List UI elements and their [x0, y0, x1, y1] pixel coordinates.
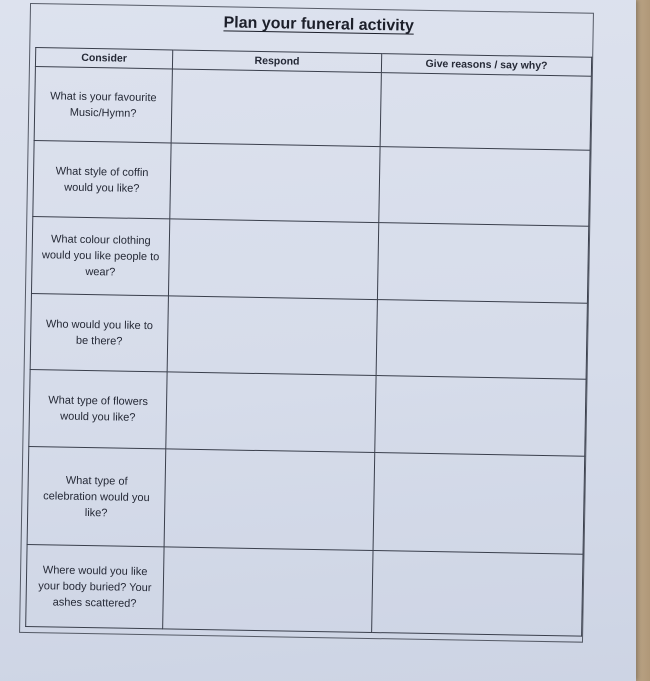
question-line: Music/Hymn?	[69, 106, 137, 120]
respond-cell[interactable]	[170, 143, 380, 223]
table-row	[34, 67, 591, 151]
respond-cell[interactable]	[163, 547, 373, 633]
table-row	[27, 447, 585, 555]
reasons-cell[interactable]	[372, 551, 583, 637]
question-line: What type of	[65, 474, 128, 488]
question-line: be there?	[75, 334, 123, 348]
respond-cell[interactable]	[171, 69, 381, 147]
worksheet-content	[19, 3, 608, 653]
table-row	[31, 217, 588, 304]
table-row	[26, 544, 583, 636]
question-line: like?	[84, 506, 108, 519]
question-line: celebration would you	[43, 489, 150, 504]
reasons-cell[interactable]	[379, 147, 590, 227]
table-row	[30, 294, 587, 380]
question-line: What is your favourite	[50, 89, 157, 104]
table-row	[29, 370, 586, 457]
question-cell	[29, 370, 167, 449]
question-line: What colour clothing	[50, 233, 151, 248]
reasons-cell[interactable]	[375, 376, 586, 457]
table-row	[33, 141, 590, 227]
question-cell	[33, 141, 171, 219]
question-line: would you like people to	[41, 249, 160, 264]
respond-cell[interactable]	[168, 219, 378, 300]
question-cell	[30, 294, 168, 372]
respond-cell[interactable]	[164, 449, 375, 551]
question-line: would you like?	[64, 181, 140, 195]
reasons-cell[interactable]	[377, 223, 588, 304]
question-cell	[26, 544, 164, 628]
question-cell	[31, 217, 169, 296]
question-line: What style of coffin	[55, 164, 149, 179]
respond-cell[interactable]	[167, 296, 377, 376]
question-line: Who would you like to	[45, 317, 154, 332]
question-line: would you like?	[60, 410, 136, 424]
reasons-cell[interactable]	[376, 300, 587, 380]
question-line: your body buried? Your	[38, 579, 152, 594]
reasons-cell[interactable]	[380, 73, 591, 151]
respond-cell[interactable]	[166, 372, 376, 453]
question-line: ashes scattered?	[52, 595, 137, 610]
page-title: Plan your funeral activity	[223, 14, 414, 35]
question-cell	[34, 67, 172, 143]
question-line: Where would you like	[42, 563, 148, 578]
header-reasons: Give reasons / say why?	[381, 54, 591, 77]
funeral-plan-table	[25, 47, 592, 637]
header-consider: Consider	[35, 48, 172, 69]
question-line: wear?	[85, 265, 116, 279]
reasons-cell[interactable]	[373, 453, 585, 555]
question-line: What type of flowers	[48, 394, 149, 409]
header-respond: Respond	[172, 50, 381, 73]
question-cell	[27, 447, 166, 547]
